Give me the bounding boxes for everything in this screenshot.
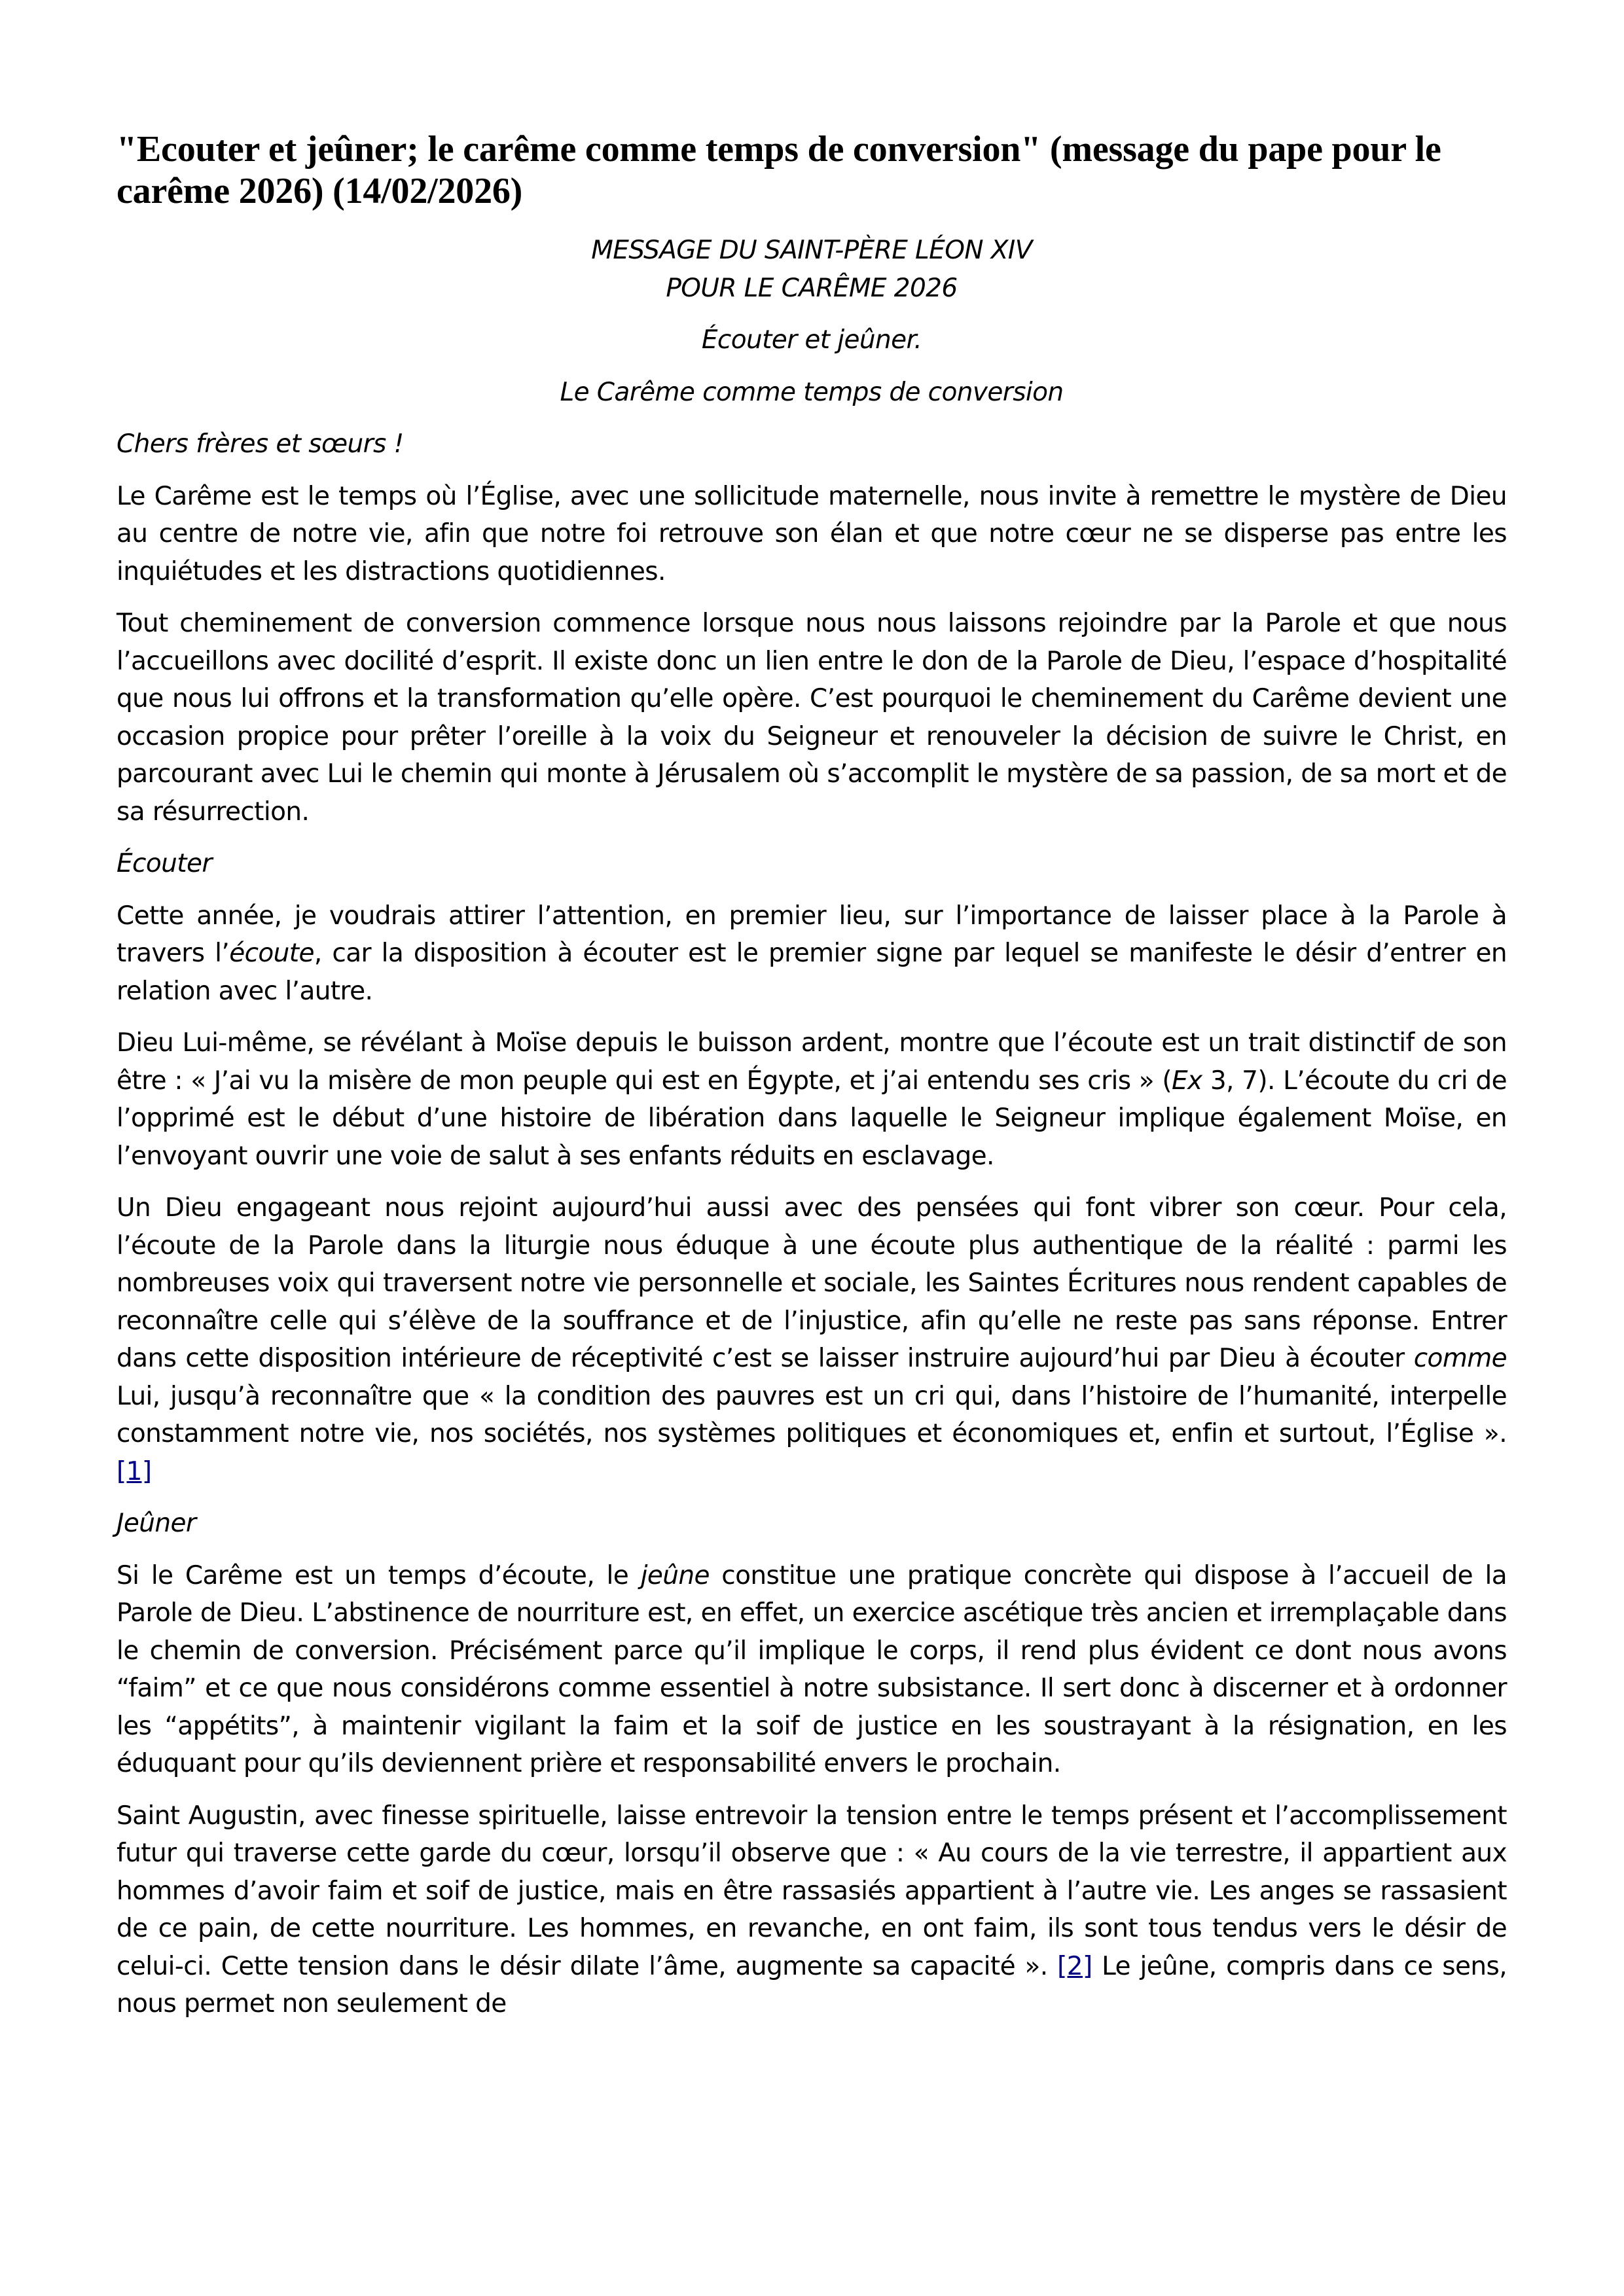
text: , car la disposition à écouter est le premier signe par lequel se manifeste le désir d’entrer en relation avec l’autre. <box>117 939 1507 1006</box>
intro-paragraph-1: Le Carême est le temps où l’Église, avec une sollicitude maternelle, nous invite à remettre le mystère de Dieu au centre de notre vie, afin que notre foi retrouve son élan et que notre cœur ne se disperse pas entre les inquiétudes et les distractions quotidiennes. <box>117 481 1507 586</box>
document-body <box>117 232 1507 2023</box>
message-header-line-2: POUR LE CARÊME 2026 <box>666 273 958 303</box>
text: 3, 7). L’écoute du cri de l’opprimé est le début d’une histoire de libération dans laquelle le Seigneur implique également Moïse, en l’envoyant ouvrir une voie de salut à ses enfants réduits en esclavage. <box>117 1066 1507 1171</box>
subtitle-ecouter-jeuner: Écouter et jeûner. <box>701 325 922 355</box>
ecouter-paragraph-2 <box>117 1024 1507 1175</box>
jeuner-paragraph-1 <box>117 1557 1507 1783</box>
text: Dieu Lui-même, se révélant à Moïse depuis le buisson ardent, montre que l’écoute est un trait distinctif de son être : « J’ai vu la misère de mon peuple qui est en Égypte, et j’ai entendu ses cris » ( <box>117 1028 1507 1096</box>
text: Si le Carême est un temps d’écoute, le <box>117 1560 641 1590</box>
document-title: "Ecouter et jeûner; le carême comme temps de conversion" (message du pape pour le carême 2026) (14/02/2026) <box>117 129 1441 211</box>
emphasis-ecoute: écoute <box>229 939 314 968</box>
text: constitue une pratique concrète qui dispose à l’accueil de la Parole de Dieu. L’abstinence de nourriture est, en effet, un exercice ascétique très ancien et irremplaçable dans le chemin de conversion. Précisément parce qu’il implique le corps, il rend plus évident ce dont nous avons “faim” et ce que nous considérons comme essentiel à notre subsistance. Il sert donc à discerner et à ordonner les “appétits”, à maintenir vigilant la faim et la soif de justice en les soustrayant à la résignation, en les éduquant pour qu’ils deviennent prière et responsabilité envers le prochain. <box>117 1560 1507 1778</box>
greeting: Chers frères et sœurs ! <box>117 429 404 459</box>
text: Saint Augustin, avec finesse spirituelle, laisse entrevoir la tension entre le temps présent et l’accomplissement futur qui traverse cette garde du cœur, lorsqu’il observe que : « Au cours de la vie terrestre, il appartient aux hommes d’avoir faim et soif de justice, mais en être rassasiés appartient à l’autre vie. Les anges se rassasient de ce pain, de cette nourriture. Les hommes, en revanche, en ont faim, ils sont tous tendus vers le désir de celui-ci. Cette tension dans le désir dilate l’âme, augmente sa capacité ». <box>117 1801 1507 1981</box>
message-header-line-1: MESSAGE DU SAINT-PÈRE LÉON XIV <box>591 236 1032 265</box>
text: Un Dieu engageant nous rejoint aujourd’hui aussi avec des pensées qui font vibrer son cœur. Pour cela, l’écoute de la Parole dans la liturgie nous éduque à une écoute plus authentique de la réalité : parmi les nombreuses voix qui traversent notre vie personnelle et sociale, les Saintes Écritures nous rendent capables de reconnaître celle qui s’élève de la souffrance et de l’injustice, afin qu’elle ne reste pas sans réponse. Entrer dans cette disposition intérieure de réceptivité c’est se laisser instruire aujourd’hui par Dieu à écouter <box>117 1193 1507 1373</box>
ecouter-paragraph-3 <box>117 1189 1507 1490</box>
intro-paragraph-2: Tout cheminement de conversion commence lorsque nous nous laissons rejoindre par la Parole et que nous l’accueillons avec docilité d’esprit. Il existe donc un lien entre le don de la Parole de Dieu, l’espace d’hospitalité que nous lui offrons et la transformation qu’elle opère. C’est pourquoi le cheminement du Carême devient une occasion propice pour prêter l’oreille à la voix du Seigneur et renouveler la décision de suivre le Christ, en parcourant avec Lui le chemin qui monte à Jérusalem où s’accomplit le mystère de sa passion, de sa mort et de sa résurrection. <box>117 609 1507 827</box>
section-heading-jeuner: Jeûner <box>117 1509 196 1538</box>
footnote-link-2[interactable]: [2] <box>1057 1951 1092 1981</box>
footnote-link-1[interactable]: [1] <box>117 1456 152 1486</box>
section-heading-ecouter: Écouter <box>117 849 212 878</box>
ecouter-paragraph-1 <box>117 897 1507 1011</box>
jeuner-paragraph-2 <box>117 1797 1507 2023</box>
subtitle-careme-conversion: Le Carême comme temps de conversion <box>560 377 1064 407</box>
document-page <box>117 128 1507 2037</box>
text: Cette année, je voudrais attirer l’attention, en premier lieu, sur l’importance de laisser place à la Parole à travers l’ <box>117 901 1507 968</box>
citation-exodus: Ex <box>1172 1066 1202 1096</box>
message-header <box>117 232 1507 307</box>
text: Lui, jusqu’à reconnaître que « la condition des pauvres est un cri qui, dans l’histoire de l’humanité, interpelle constamment notre vie, nos sociétés, nos systèmes politiques et économiques et, enfin et surtout, l’Église ». <box>117 1381 1507 1448</box>
emphasis-comme: comme <box>1413 1344 1507 1373</box>
text: Le jeûne, compris dans ce sens, nous permet non seulement de <box>117 1951 1507 2018</box>
emphasis-jeune: jeûne <box>640 1560 710 1590</box>
